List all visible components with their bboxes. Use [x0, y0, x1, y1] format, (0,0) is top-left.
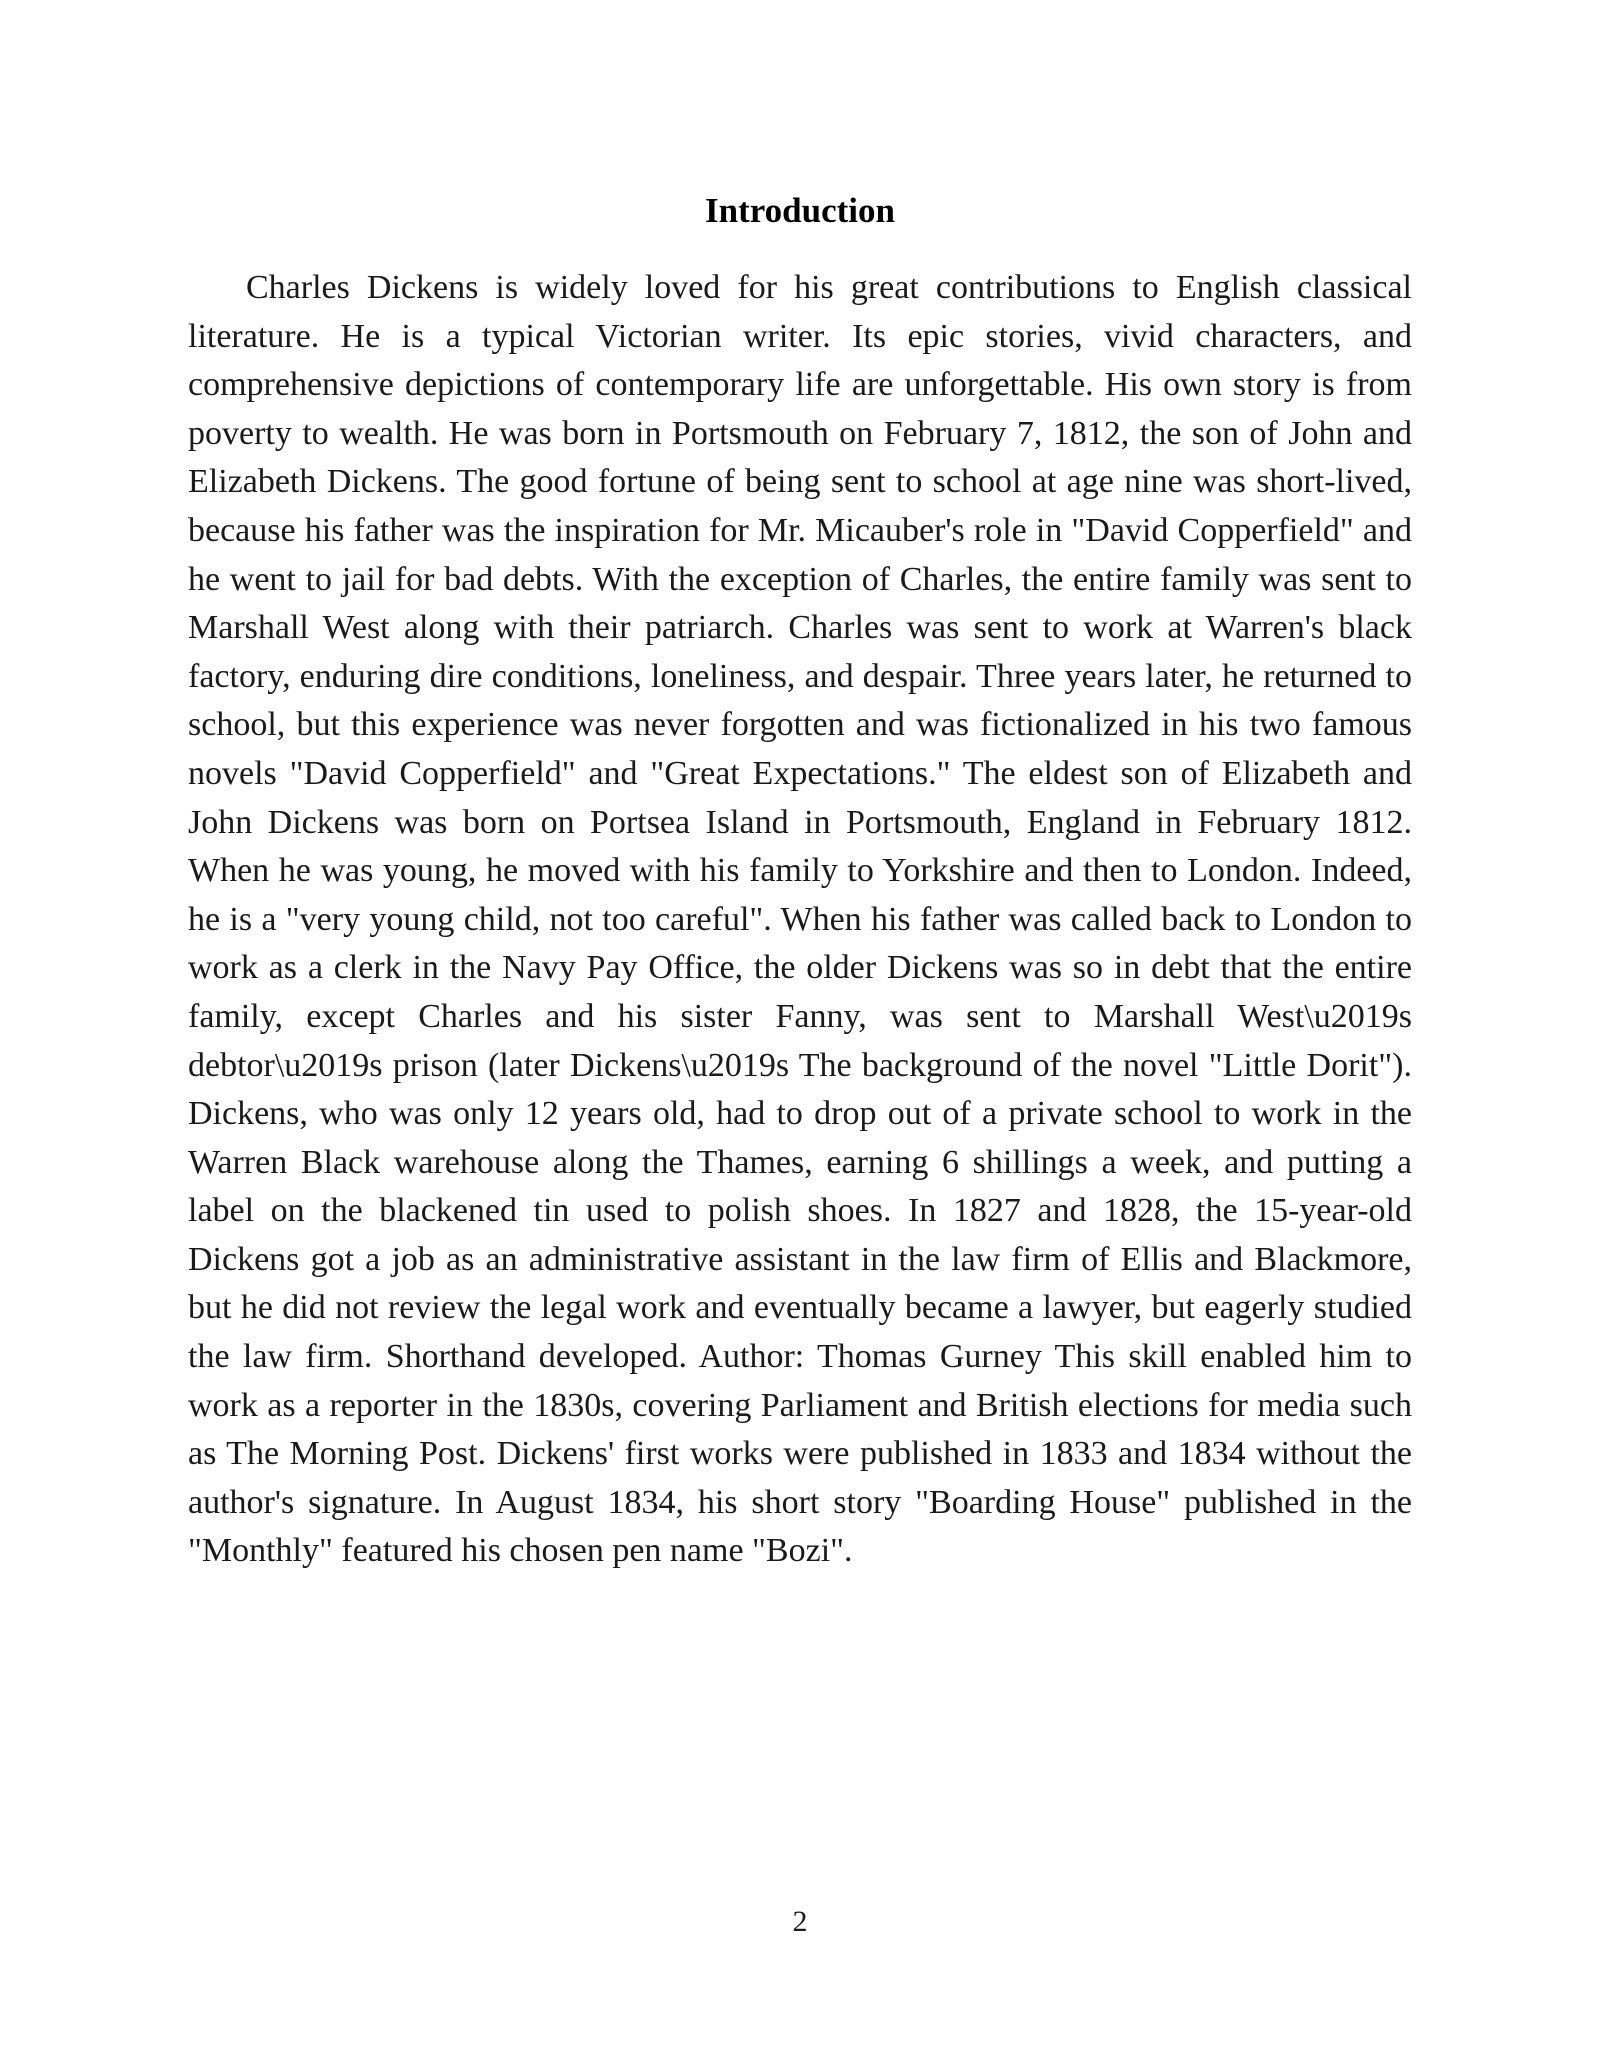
- page-number: 2: [792, 1905, 808, 1938]
- body-paragraph: Charles Dickens is widely loved for his great contributions to English classical literature. He is a typical Victorian writer. Its epic stories, vivid characters, and comprehensive depictions of contemporary life are unforgettable. His own story is from poverty to wealth. He was born in Portsmouth on February 7, 1812, the son of John and Elizabeth Dickens. The good fortune of being sent to school at age nine was short-lived, because his father was the inspiration for Mr. Micauber's role in "David Copperfield" and he went to jail for bad debts. With the exception of Charles, the entire family was sent to Marshall West along with their patriarch. Charles was sent to work at Warren's black factory, enduring dire conditions, loneliness, and despair. Three years later, he returned to school, but this experience was never forgotten and was fictionalized in his two famous novels "David Copperfield" and "Great Expectations." The eldest son of Elizabeth and John Dickens was born on Portsea Island in Portsmouth, England in February 1812. When he was young, he moved with his family to Yorkshire and then to London. Indeed, he is a "very young child, not too careful". When his father was called back to London to work as a clerk in the Navy Pay Office, the older Dickens was so in debt that the entire family, except Charles and his sister Fanny, was sent to Marshall West\u2019s debtor\u2019s prison (later Dickens\u2019s The background of the novel "Little Dorit"). Dickens, who was only 12 years old, had to drop out of a private school to work in the Warren Black warehouse along the Thames, earning 6 shillings a week, and putting a label on the blackened tin used to polish shoes. In 1827 and 1828, the 15-year-old Dickens got a job as an administrative assistant in the law firm of Ellis and Blackmore, but he did not review the legal work and eventually became a lawyer, but eagerly studied the law firm. Shorthand developed. Author: Thomas Gurney This skill enabled him to work as a reporter in the 1830s, covering Parliament and British elections for media such as The Morning Post. Dickens' first works were published in 1833 and 1834 without the author's signature. In August 1834, his short story "Boarding House" published in the "Monthly" featured his chosen pen name "Bozi".: [188, 269, 1412, 1570]
- section-heading: Introduction: [705, 191, 895, 230]
